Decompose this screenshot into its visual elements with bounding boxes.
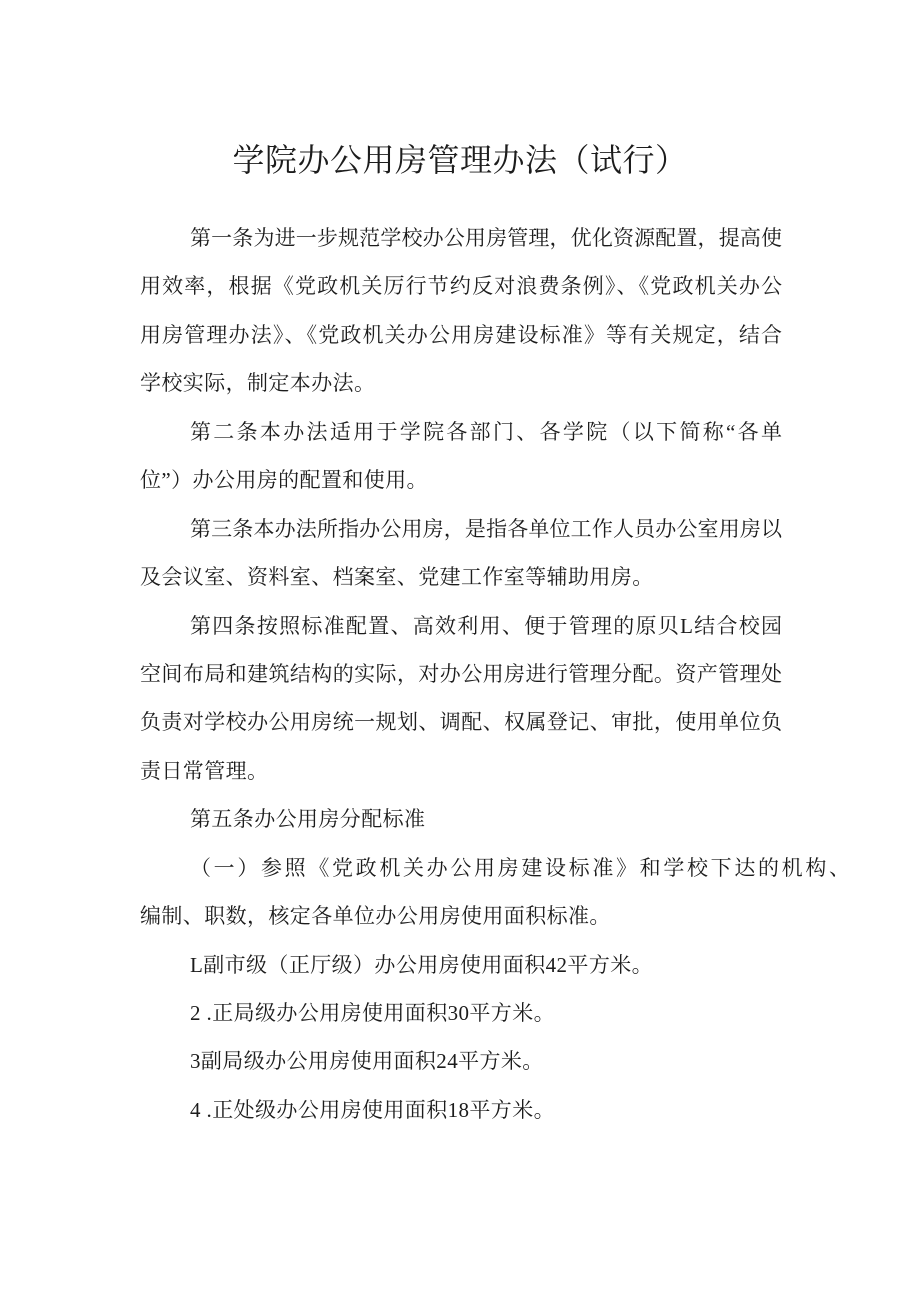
paragraph-line: 负责对学校办公用房统一规划、调配、权属登记、审批，使用单位负 [140,710,782,735]
paragraph-line: 编制、职数，核定各单位办公用房使用面积标准。 [140,904,611,929]
paragraph-line: 第二条本办法适用于学院各部门、各学院（以下简称“各单 [190,419,782,444]
paragraph-line: 用房管理办法》、《党政机关办公用房建设标准》等有关规定，结合 [140,322,782,347]
article-5 [140,795,782,843]
paragraph-line: 第三条本办法所指办公用房，是指各单位工作人员办公室用房以 [190,516,782,541]
paragraph-line: 责日常管理。 [140,758,269,783]
paragraph-line: 学校实际，制定本办法。 [140,371,376,396]
list-item: L副市级（正厅级）办公用房使用面积42平方米。 [190,952,654,977]
list-item: 4 .正处级办公用房使用面积18平方米。 [190,1097,555,1122]
article-3 [140,505,782,602]
paragraph-line: 空间布局和建筑结构的实际，对办公用房进行管理分配。资产管理处 [140,661,782,686]
article-1 [140,214,782,408]
paragraph-line: 第五条办公用房分配标准 [190,807,426,832]
clause-1 [140,844,850,941]
area-standards-list [140,941,782,1135]
paragraph-line: 位”）办公用房的配置和使用。 [140,468,428,493]
article-4 [140,602,782,796]
document-title: 学院办公用房管理办法（试行） [232,142,688,178]
document-body [140,214,850,1134]
paragraph-line: （一）参照《党政机关办公用房建设标准》和学校下达的机构、 [190,855,850,880]
paragraph-line: 及会议室、资料室、档案室、党建工作室等辅助用房。 [140,565,654,590]
list-item: 2 .正局级办公用房使用面积30平方米。 [190,1001,555,1025]
paragraph-line: 第四条按照标准配置、高效利用、便于管理的原贝L结合校园 [190,613,782,638]
paragraph-line: 用效率，根据《党政机关厉行节约反对浪费条例》、《党政机关办公 [140,274,782,299]
paragraph-line: 第一条为进一步规范学校办公用房管理，优化资源配置，提高使 [190,226,782,250]
list-item: 3副局级办公用房使用面积24平方米。 [190,1049,544,1074]
article-2 [140,408,782,505]
